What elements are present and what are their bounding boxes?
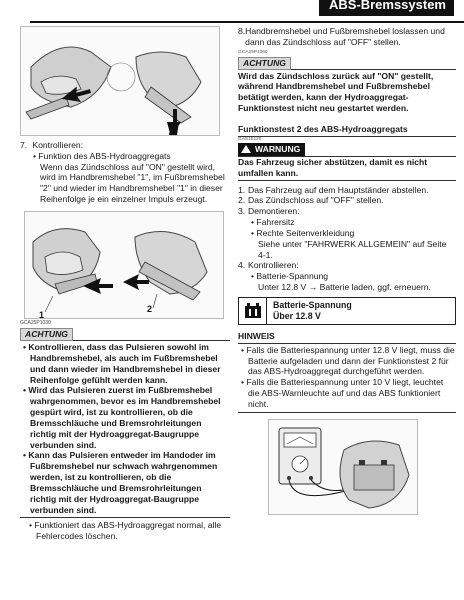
list-item: • Funktioniert das ABS-Hydroaggregat normal, alle Fehlercodes löschen. <box>29 520 222 542</box>
step-number: 3. <box>238 206 246 217</box>
achtung-list <box>20 342 230 515</box>
code-label: GAS15120 <box>238 136 262 142</box>
spec-line-2: Über 12.8 V <box>273 310 321 321</box>
warning-badge <box>238 143 305 156</box>
step-1 <box>238 185 456 196</box>
spec-box <box>238 297 456 325</box>
page-title: ABS-Bremssystem <box>319 0 454 16</box>
list-item: • Wird das Pulsieren zuerst im Fußbremshebel wahrgenommen, bevor es im Handbremshebel gespürt wird, ist zu kontrollieren, ob die Bremsschläuche und Bremsrohrleitungen richtig mit der Hydroaggregat-Baugruppe verbunden sind. <box>23 385 221 450</box>
figure-caption: GCA25P1030 <box>20 319 51 326</box>
list-item: • Kontrollieren, dass das Pulsieren sowohl im Handbremshebel, als auch im Fußbremshebel und dann wieder im Handbremshebel in dieser Reihenfolge gefühlt werden kann. <box>23 342 221 385</box>
achtung-label: ACHTUNG <box>238 57 291 70</box>
figure-battery-test <box>268 419 418 515</box>
bullet-text: Batterie-Spannung <box>256 271 329 282</box>
bullet-text: Funktion des ABS-Hydroaggregats <box>38 150 171 161</box>
figure-handlebar-1 <box>20 26 220 136</box>
achtung-bullet: Kontrollieren, dass das Pulsieren sowohl im Handbremshebel, als auch im Fußbremshebel und dann wieder im Handbremshebel in dieser Reihenfolge gefühlt werden kann. <box>28 342 221 385</box>
achtung-text: Wird das Zündschloss zurück auf "ON" gestellt, während Handbremshebel und Fußbremshebel betätigt werden, kann der Hydroaggregat-Funktionstest nicht neu gestartet werden. <box>238 70 434 113</box>
divider <box>238 180 456 181</box>
step-3 <box>238 206 456 217</box>
figure-label-2: 2 <box>147 303 153 314</box>
bullet-text: Fahrersitz <box>256 217 295 228</box>
step-number: 2. <box>238 195 246 206</box>
divider <box>238 412 456 413</box>
step-2 <box>238 195 456 206</box>
list-item: • Kann das Pulsieren entweder im Handoder im Fußbremshebel nur schwach wahrgenommen werden, ist zu kontrollieren, ob die Bremsschläuche und Bremsrohrleitungen richtig mit der Hydroaggregat-Baugruppe verbunden sind. <box>23 450 218 515</box>
achtung-label: ACHTUNG <box>20 328 73 341</box>
achtung-bullet: Wird das Pulsieren zuerst im Fußbremshebel wahrgenommen, bevor es im Handbremshebel gespürt wird, ist zu kontrollieren, ob die Bremsschläuche und Bremsrohrleitungen richtig mit der Hydroaggregat-Baugruppe verbunden sind. <box>28 385 221 450</box>
code-label: GCA25P1060 <box>238 49 268 55</box>
right-column <box>238 26 456 515</box>
list-item: • Rechte Seitenverkleidung <box>251 227 355 238</box>
warning-icon <box>241 145 251 153</box>
figure-label-1: 1 <box>39 309 45 319</box>
step-7-text: Wenn das Zündschloss auf "ON" gestellt wird, wird im Handbremshebel "1", im Fußbremshebel "2" und wieder im Handbremshebel "1" in dieser Reihenfolge je ein einzelner Impuls erzeugt. <box>40 161 225 205</box>
handlebar-illustration <box>21 27 220 136</box>
divider <box>20 517 230 518</box>
hinweis-label: HINWEIS <box>238 331 456 344</box>
warning-text: Das Fahrzeug sicher abstützen, damit es nicht umfallen kann. <box>238 156 428 178</box>
multimeter-battery-illustration <box>269 420 418 515</box>
header-rule <box>30 21 464 23</box>
step-number: 1. <box>238 184 246 195</box>
step-number: 7. <box>20 140 28 150</box>
step-8 <box>238 26 456 48</box>
step-text: Das Fahrzeug auf dem Hauptständer abstellen. <box>248 184 429 195</box>
list-item: • Fahrersitz <box>251 217 295 228</box>
left-column <box>20 26 230 542</box>
battery-icon <box>239 298 267 324</box>
step-text: Kontrollieren: <box>248 260 299 271</box>
spec-line-1: Batterie-Spannung <box>273 299 352 310</box>
step-8-text: Handbremshebel und Fußbremshebel loslassen und dann das Zündschloss auf "OFF" stellen. <box>245 26 445 47</box>
warning-label: WARNUNG <box>255 143 301 154</box>
list-item: • Batterie-Spannung <box>251 271 329 282</box>
brake-lever-illustration <box>25 212 224 319</box>
list-item: • Falls die Batteriespannung unter 12.8 V liegt, muss die Batterie aufgeladen und dann der Funktionstest 2 für das ABS-Hydroaggregat durchgeführt werden. <box>241 344 455 377</box>
step-4 <box>238 260 456 271</box>
list-item: • Funktion des ABS-Hydroaggregats <box>33 150 171 161</box>
step-title: Kontrollieren: <box>32 140 84 150</box>
figure-handlebar-2 <box>24 211 224 319</box>
final-bullet-text: Funktioniert das ABS-Hydroaggregat normal, alle Fehlercodes löschen. <box>34 520 222 542</box>
step-text: Das Zündschloss auf "OFF" stellen. <box>248 195 384 206</box>
demontieren-note: Siehe unter "FAHRWERK ALLGEMEIN" auf Seite 4-1. <box>258 238 447 260</box>
step-number: 4. <box>238 260 246 271</box>
hinweis-bullet: Falls die Batteriespannung unter 10 V liegt, leuchtet die ABS-Warnleuchte auf und das ABS funktioniert nicht. <box>246 377 444 409</box>
hinweis-bullet: Falls die Batteriespannung unter 12.8 V liegt, muss die Batterie aufgeladen und dann der Funktionstest 2 für das ABS-Hydroaggregat durchgeführt werden. <box>246 344 455 377</box>
section-title: Funktionstest 2 des ABS-Hydroaggregats <box>238 124 456 137</box>
kontrollieren-list <box>238 271 456 293</box>
step-number: 8. <box>238 26 246 36</box>
bullet-text: Rechte Seitenverkleidung <box>256 227 355 238</box>
page-header <box>0 0 464 22</box>
list-item: • Falls die Batteriespannung unter 10 V liegt, leuchtet die ABS-Warnleuchte auf und das ABS funktioniert nicht. <box>241 377 444 409</box>
spec-text <box>267 298 358 324</box>
demontieren-list <box>238 217 456 260</box>
step-7-body <box>20 151 230 205</box>
step-text: Demontieren: <box>248 206 300 217</box>
achtung-bullet: Kann das Pulsieren entweder im Handoder im Fußbremshebel nur schwach wahrgenommen werden, ist zu kontrollieren, ob die Bremsschläuche und Bremsrohrleitungen richtig mit der Hydroaggregat-Baugruppe verbunden sind. <box>28 450 218 515</box>
kontrollieren-note: Unter 12.8 V → Batterie laden, ggf. erneuern. <box>258 282 431 293</box>
step-7 <box>20 140 230 151</box>
